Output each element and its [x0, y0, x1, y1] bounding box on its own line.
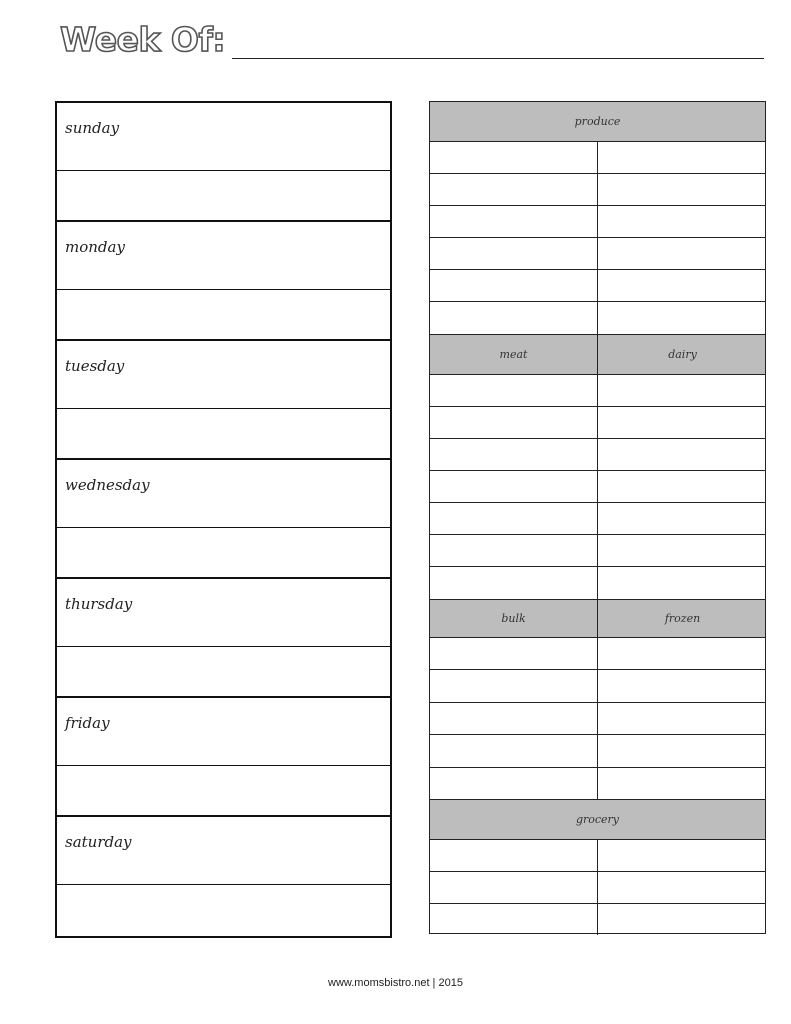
bulk-frozen-header: [430, 600, 765, 638]
day-divider: [57, 646, 390, 647]
table-row: [430, 735, 765, 768]
table-row: [430, 439, 765, 471]
meat-dairy-header: [430, 335, 765, 375]
meat-label: meat: [430, 335, 598, 374]
day-divider: [57, 170, 390, 171]
table-row: [430, 768, 765, 800]
produce-header: [430, 102, 765, 142]
table-row: [430, 270, 765, 302]
list-cell[interactable]: [430, 375, 598, 406]
list-cell[interactable]: [598, 206, 767, 237]
list-cell[interactable]: [430, 872, 598, 903]
footer-credit: www.momsbistro.net | 2015: [328, 977, 463, 989]
list-cell[interactable]: [430, 703, 598, 734]
day-label-wednesday: wednesday: [65, 476, 150, 494]
list-cell[interactable]: [430, 503, 598, 534]
day-divider: [57, 527, 390, 528]
list-cell[interactable]: [598, 535, 767, 566]
table-row: [430, 840, 765, 872]
day-block-wednesday[interactable]: [57, 460, 390, 579]
table-row: [430, 703, 765, 735]
day-label-monday: monday: [65, 238, 125, 256]
bulk-label: bulk: [430, 600, 598, 637]
list-cell[interactable]: [430, 840, 598, 871]
table-row: [430, 238, 765, 270]
table-row: [430, 174, 765, 206]
list-cell[interactable]: [598, 503, 767, 534]
table-row: [430, 904, 765, 935]
list-cell[interactable]: [430, 142, 598, 173]
list-cell[interactable]: [598, 567, 767, 599]
table-row: [430, 567, 765, 600]
list-cell[interactable]: [598, 735, 767, 767]
grocery-label: grocery: [575, 813, 620, 826]
table-row: [430, 206, 765, 238]
list-cell[interactable]: [430, 535, 598, 566]
list-cell[interactable]: [430, 238, 598, 269]
list-cell[interactable]: [430, 567, 598, 599]
table-row: [430, 407, 765, 439]
day-block-sunday[interactable]: [57, 103, 390, 222]
table-row: [430, 535, 765, 567]
week-of-line[interactable]: [232, 58, 764, 59]
day-block-thursday[interactable]: [57, 579, 390, 698]
list-cell[interactable]: [430, 302, 598, 334]
table-row: [430, 503, 765, 535]
list-cell[interactable]: [598, 904, 767, 935]
list-cell[interactable]: [430, 768, 598, 799]
produce-label: produce: [574, 115, 621, 128]
day-divider: [57, 408, 390, 409]
list-cell[interactable]: [430, 638, 598, 669]
list-cell[interactable]: [598, 142, 767, 173]
list-cell[interactable]: [430, 206, 598, 237]
list-cell[interactable]: [430, 407, 598, 438]
list-cell[interactable]: [598, 270, 767, 301]
day-block-saturday[interactable]: [57, 817, 390, 936]
grocery-list: [429, 101, 766, 934]
list-cell[interactable]: [430, 904, 598, 935]
list-cell[interactable]: [598, 670, 767, 702]
day-divider: [57, 765, 390, 766]
day-label-sunday: sunday: [65, 119, 120, 137]
day-divider: [57, 884, 390, 885]
day-planner: [55, 101, 392, 938]
list-cell[interactable]: [598, 302, 767, 334]
day-block-friday[interactable]: [57, 698, 390, 817]
frozen-label: frozen: [664, 612, 701, 625]
table-row: [430, 638, 765, 670]
list-cell[interactable]: [598, 471, 767, 502]
list-cell[interactable]: [598, 840, 767, 871]
day-label-saturday: saturday: [65, 833, 132, 851]
list-cell[interactable]: [598, 768, 767, 799]
list-cell[interactable]: [598, 872, 767, 903]
day-divider: [57, 289, 390, 290]
day-label-tuesday: tuesday: [65, 357, 125, 375]
list-cell[interactable]: [430, 471, 598, 502]
list-cell[interactable]: [430, 735, 598, 767]
grocery-header: [430, 800, 765, 840]
table-row: [430, 302, 765, 335]
day-block-monday[interactable]: [57, 222, 390, 341]
list-cell[interactable]: [598, 375, 767, 406]
table-row: [430, 142, 765, 174]
table-row: [430, 872, 765, 904]
dairy-label: dairy: [668, 348, 697, 361]
list-cell[interactable]: [598, 407, 767, 438]
day-label-friday: friday: [65, 714, 110, 732]
table-row: [430, 670, 765, 703]
day-label-thursday: thursday: [65, 595, 133, 613]
list-cell[interactable]: [598, 238, 767, 269]
list-cell[interactable]: [430, 174, 598, 205]
list-cell[interactable]: [430, 270, 598, 301]
list-cell[interactable]: [430, 439, 598, 470]
list-cell[interactable]: [598, 439, 767, 470]
list-cell[interactable]: [598, 638, 767, 669]
list-cell[interactable]: [430, 670, 598, 702]
list-cell[interactable]: [598, 174, 767, 205]
day-block-tuesday[interactable]: [57, 341, 390, 460]
table-row: [430, 471, 765, 503]
page-title: Week Of:: [60, 20, 226, 59]
table-row: [430, 375, 765, 407]
list-cell[interactable]: [598, 703, 767, 734]
